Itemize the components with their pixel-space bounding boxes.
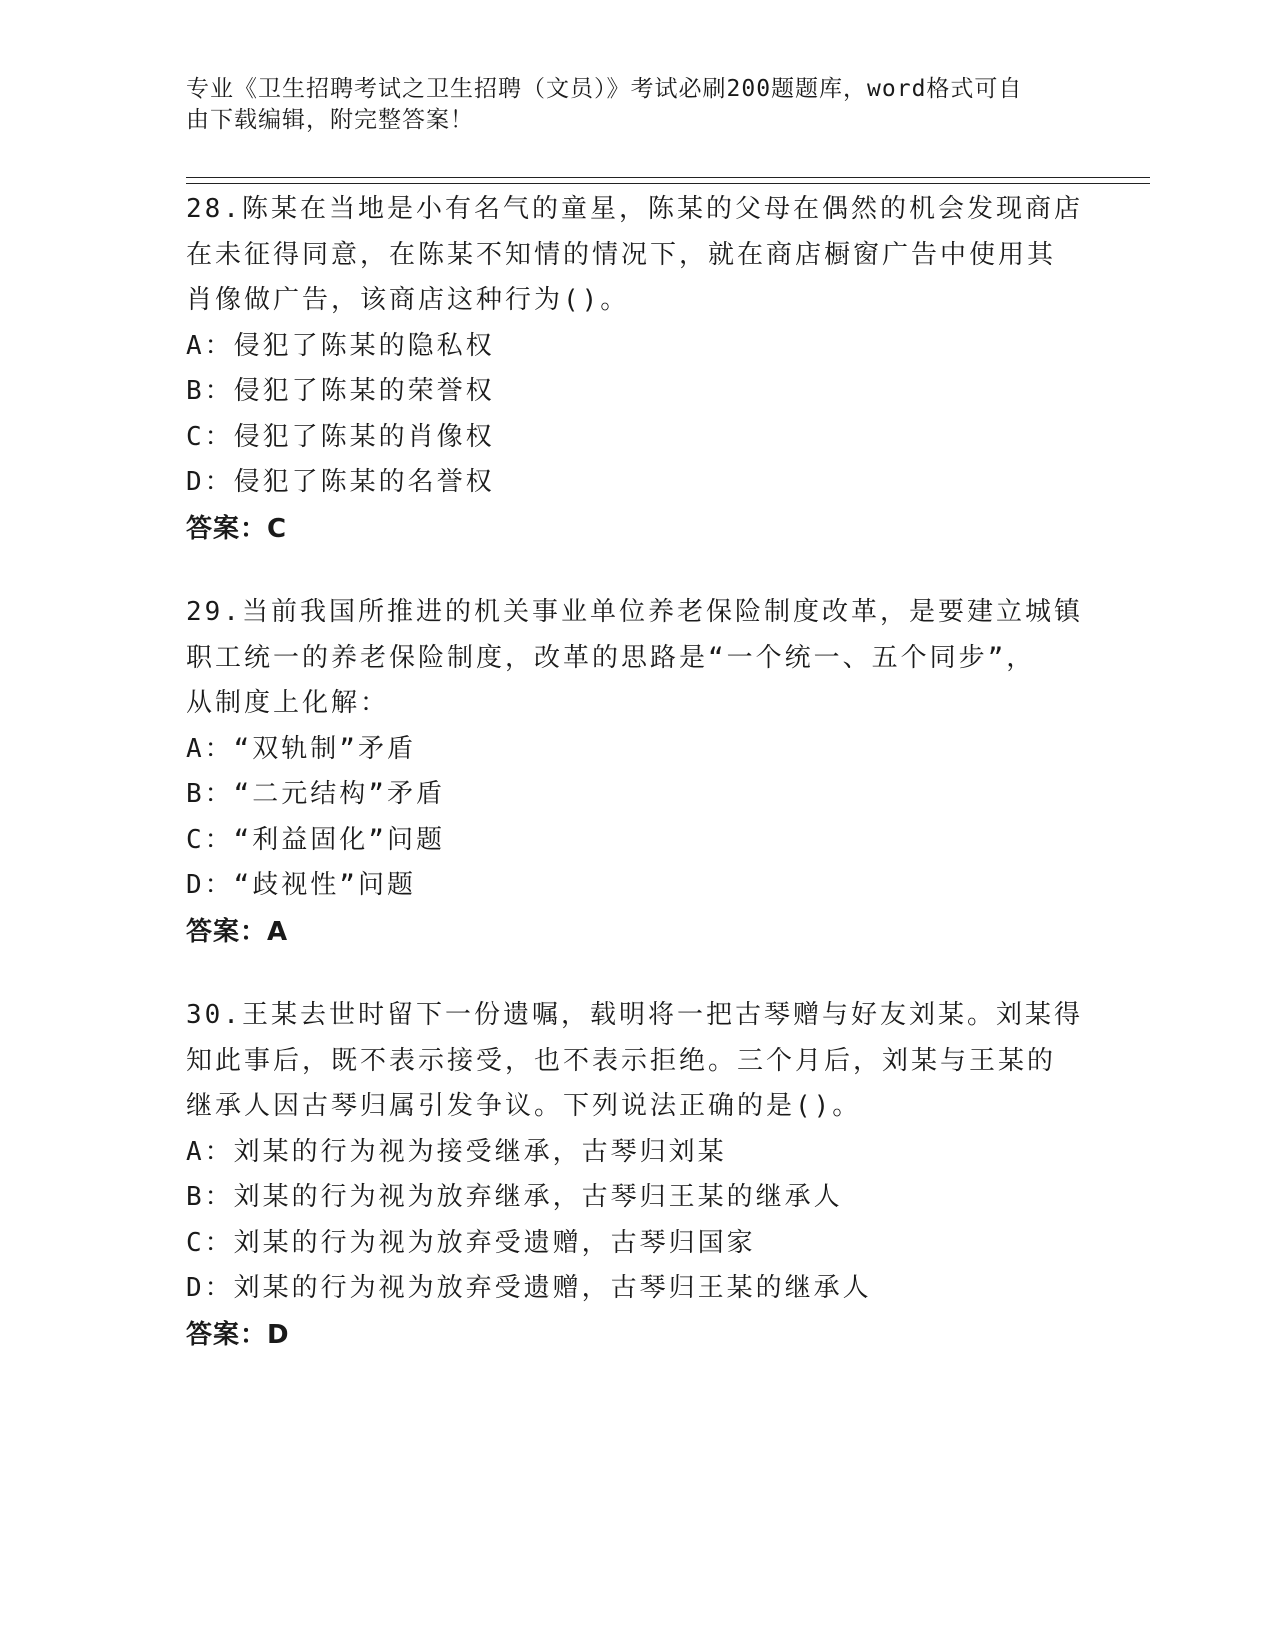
option-a: A：刘某的行为视为接受继承，古琴归刘某 bbox=[186, 1136, 727, 1167]
option-c: C：刘某的行为视为放弃受遗赠，古琴归国家 bbox=[186, 1227, 756, 1258]
stem-line: 在未征得同意，在陈某不知情的情况下，就在商店橱窗广告中使用其 bbox=[186, 239, 1057, 270]
question-stem bbox=[186, 993, 1086, 1130]
stem-line: 28.陈某在当地是小有名气的童星，陈某的父母在偶然的机会发现商店 bbox=[186, 194, 1083, 224]
option-list bbox=[186, 1130, 1086, 1312]
header-divider-top bbox=[186, 177, 1150, 178]
document-header bbox=[186, 74, 1066, 136]
option-b: B：刘某的行为视为放弃继承，古琴归王某的继承人 bbox=[186, 1182, 843, 1212]
answer: 答案：A bbox=[186, 916, 289, 947]
question-28 bbox=[186, 187, 1086, 552]
stem-line: 从制度上化解： bbox=[186, 688, 390, 718]
stem-line: 肖像做广告，该商店这种行为()。 bbox=[186, 285, 630, 315]
question-stem bbox=[186, 590, 1086, 727]
option-a: A：“双轨制”矛盾 bbox=[186, 733, 416, 764]
option-d: D：刘某的行为视为放弃受遗赠，古琴归王某的继承人 bbox=[186, 1273, 872, 1303]
stem-line: 30.王某去世时留下一份遗嘱，载明将一把古琴赠与好友刘某。刘某得 bbox=[186, 1000, 1083, 1030]
option-c: C：“利益固化”问题 bbox=[186, 824, 445, 855]
answer: 答案：D bbox=[186, 1319, 290, 1350]
question-stem bbox=[186, 187, 1086, 324]
stem-line: 职工统一的养老保险制度，改革的思路是“一个统一、五个同步”， bbox=[186, 642, 1036, 673]
question-29 bbox=[186, 590, 1086, 955]
answer: 答案：C bbox=[186, 513, 288, 544]
question-30 bbox=[186, 993, 1086, 1358]
option-list bbox=[186, 727, 1086, 909]
option-d: D：“歧视性”问题 bbox=[186, 870, 416, 900]
option-a: A：侵犯了陈某的隐私权 bbox=[186, 330, 495, 361]
stem-line: 29.当前我国所推进的机关事业单位养老保险制度改革，是要建立城镇 bbox=[186, 597, 1083, 627]
option-d: D：侵犯了陈某的名誉权 bbox=[186, 467, 495, 497]
option-list bbox=[186, 324, 1086, 506]
option-b: B：“二元结构”矛盾 bbox=[186, 779, 445, 809]
header-line-2: 由下载编辑，附完整答案！ bbox=[186, 107, 474, 133]
stem-line: 继承人因古琴归属引发争议。下列说法正确的是()。 bbox=[186, 1091, 862, 1121]
stem-line: 知此事后，既不表示接受，也不表示拒绝。三个月后，刘某与王某的 bbox=[186, 1045, 1057, 1076]
option-c: C：侵犯了陈某的肖像权 bbox=[186, 421, 495, 452]
header-divider-bottom bbox=[186, 183, 1150, 184]
header-line-1: 专业《卫生招聘考试之卫生招聘（文员）》考试必刷200题题库，word格式可自 bbox=[186, 76, 1023, 102]
option-b: B：侵犯了陈某的荣誉权 bbox=[186, 376, 495, 406]
